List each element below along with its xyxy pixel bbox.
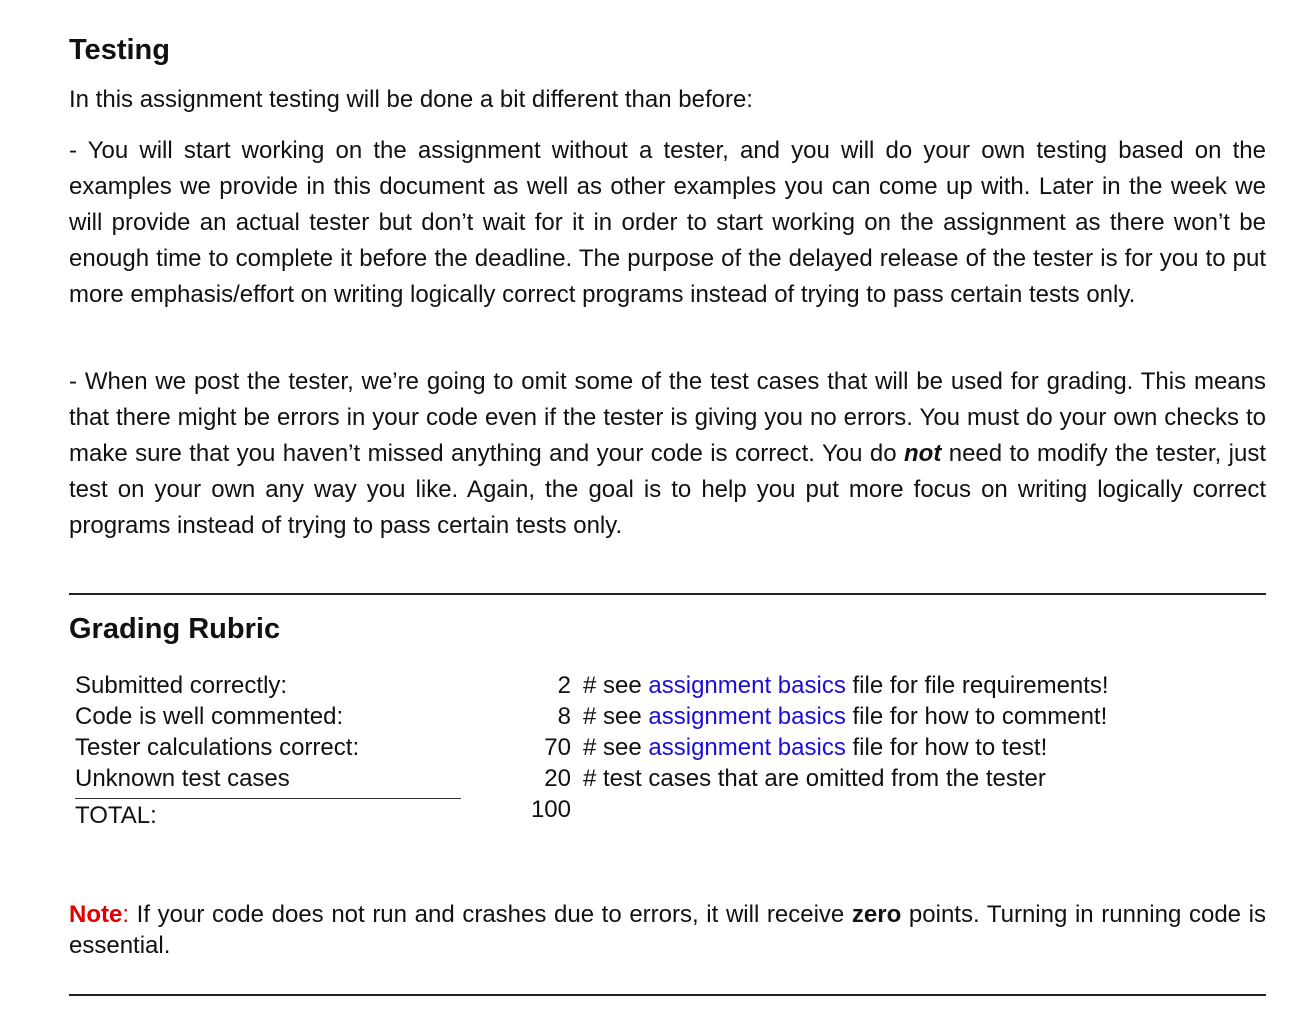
note-paragraph: Note: If your code does not run and crashes due to errors, it will receive zero points. Turning in running code is essential. <box>69 901 1266 959</box>
rubric-row-label: Tester calculations correct: <box>75 734 360 761</box>
rubric-total-label: TOTAL: <box>75 802 157 829</box>
rubric-row-points: 2 <box>557 672 571 699</box>
rubric-row-points: 70 <box>544 734 571 761</box>
rubric-row <box>69 701 1266 732</box>
assignment-basics-link[interactable]: assignment basics <box>648 734 846 761</box>
rubric-total-row <box>69 796 1266 831</box>
rubric-row-comment: # see assignment basics file for how to test! <box>583 734 1048 761</box>
testing-intro: In this assignment testing will be done a bit different than before: <box>69 86 753 113</box>
rubric-row-label: Unknown test cases <box>75 765 290 792</box>
total-underline <box>75 798 461 799</box>
bottom-divider <box>69 994 1266 996</box>
rubric-row <box>69 732 1266 763</box>
rubric-row-points: 20 <box>544 765 571 792</box>
rubric-row <box>69 670 1266 701</box>
testing-heading: Testing <box>69 34 170 66</box>
rubric-heading: Grading Rubric <box>69 613 281 645</box>
rubric-row <box>69 763 1266 794</box>
note-text-after: points. Turning in running code is essential. <box>69 901 1266 959</box>
testing-paragraph-1: - You will start working on the assignment without a tester, and you will do your own testing based on the examples we provide in this document as well as other examples you can come up with. Later in the week we will provide an actual tester but don’t wait for it in order to start working on the assignment as there won’t be enough time to complete it before the deadline. The purpose of the delayed release of the tester is for you to put more emphasis/effort on writing logically correct programs instead of trying to pass certain tests only. <box>69 137 1266 308</box>
rubric-row-label: Code is well commented: <box>75 703 344 730</box>
rubric-row-label: Submitted correctly: <box>75 672 288 699</box>
rubric-row-comment: # test cases that are omitted from the tester <box>583 765 1046 792</box>
assignment-basics-link[interactable]: assignment basics <box>648 703 846 730</box>
section-divider <box>69 593 1266 595</box>
note-text-before: If your code does not run and crashes due to errors, it will receive <box>129 901 852 928</box>
rubric-total-points: 100 <box>530 796 571 823</box>
para2-text-before: - When we post the tester, we’re going to omit some of the test cases that will be used for grading. This means that there might be errors in your code even if the tester is giving you no errors. You must do your own checks to make sure that you haven’t missed anything and your code is correct. You do <box>69 368 1266 467</box>
assignment-basics-link[interactable]: assignment basics <box>648 672 846 699</box>
para2-text-after: need to modify the tester, just test on your own any way you like. Again, the goal is to help you put more focus on writing logically correct programs instead of trying to pass certain tests only. <box>69 439 1266 539</box>
note-label: Note <box>69 901 123 928</box>
para2-emphasis: not <box>904 439 942 467</box>
testing-paragraph-2 <box>69 364 1266 544</box>
note-bold-zero: zero <box>851 901 902 928</box>
rubric-row-comment: # see assignment basics file for file requirements! <box>583 672 1109 699</box>
rubric-row-points: 8 <box>557 703 571 730</box>
rubric-row-comment: # see assignment basics file for how to comment! <box>583 703 1108 730</box>
rubric-table <box>69 670 1266 829</box>
